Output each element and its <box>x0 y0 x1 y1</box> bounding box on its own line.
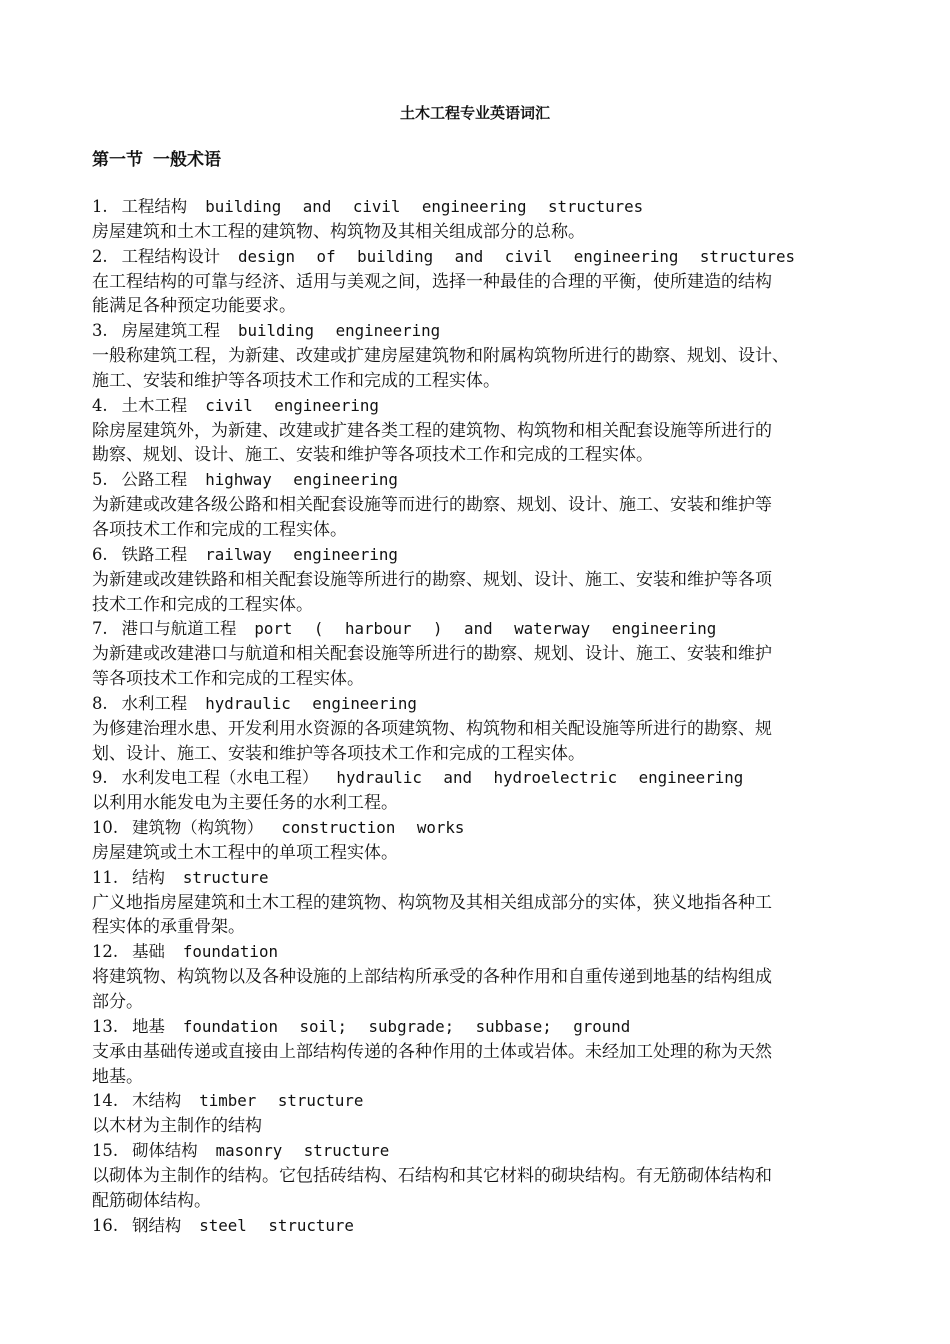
term-chinese: 工程结构 <box>121 197 188 216</box>
term-chinese: 结构 <box>132 867 165 887</box>
section-name: 一般术语 <box>153 150 221 170</box>
term-number: 10. <box>92 818 119 838</box>
term-chinese: 港口与航道工程 <box>121 619 237 639</box>
section-number: 第一节 <box>92 150 143 170</box>
term-definition-line: 程实体的承重骨架。 <box>92 917 245 938</box>
term-line <box>92 940 872 965</box>
term-definition-line: 以砌体为主制作的结构。它包括砖结构、石结构和其它材料的砌块结构。有无筋砌体结构和 <box>92 1165 772 1186</box>
term-definition-line: 施工、安装和维护等各项技术工作和完成的工程实体。 <box>92 370 500 391</box>
term-number: 2. <box>92 246 108 266</box>
term-english: design of building and civil engineering structures <box>237 246 796 266</box>
term-definition-line: 在工程结构的可靠与经济、适用与美观之间，选择一种最佳的合理的平衡，使所建造的结构 <box>92 271 772 292</box>
term-definition-line: 为新建或改建铁路和相关配套设施等所进行的勘察、规划、设计、施工、安装和维护等各项 <box>92 569 772 590</box>
term-number: 3. <box>92 321 108 341</box>
term-line <box>92 866 872 891</box>
term-chinese: 基础 <box>132 942 165 962</box>
term-definition-line: 划、设计、施工、安装和维护等各项技术工作和完成的工程实体。 <box>92 743 585 764</box>
glossary-entry <box>92 617 872 692</box>
term-line <box>92 1015 872 1040</box>
term-definition-line: 以木材为主制作的结构 <box>92 1116 262 1137</box>
term-number: 11. <box>92 867 119 887</box>
term-english: construction works <box>281 818 465 838</box>
term-chinese: 木结构 <box>132 1091 182 1111</box>
term-line <box>92 617 872 642</box>
glossary-entry <box>92 245 872 320</box>
glossary-entry <box>92 1089 872 1139</box>
glossary-entry <box>92 1139 872 1214</box>
term-chinese: 水利工程 <box>121 693 188 713</box>
section-title <box>92 148 221 172</box>
term-line <box>92 1139 872 1164</box>
term-number: 14. <box>92 1091 119 1111</box>
term-english: civil engineering <box>205 395 379 415</box>
term-line <box>92 245 872 270</box>
glossary-entries <box>92 195 872 1238</box>
term-definition-line: 为新建或改建各级公路和相关配套设施等而进行的勘察、规划、设计、施工、安装和维护等 <box>92 495 772 516</box>
term-chinese: 钢结构 <box>132 1215 182 1235</box>
term-definition-line: 将建筑物、构筑物以及各种设施的上部结构所承受的各种作用和自重传递到地基的结构组成 <box>92 967 772 988</box>
term-number: 15. <box>92 1141 119 1161</box>
term-english: hydraulic engineering <box>205 693 417 713</box>
term-number: 4. <box>92 395 108 415</box>
glossary-entry <box>92 816 872 866</box>
term-line <box>92 816 872 841</box>
term-english: steel structure <box>199 1215 354 1235</box>
term-chinese: 砌体结构 <box>132 1141 198 1161</box>
term-line <box>92 1214 872 1239</box>
term-chinese: 建筑物（构筑物） <box>132 818 264 838</box>
term-english: hydraulic and hydroelectric engineering <box>336 768 744 788</box>
glossary-entry <box>92 195 872 245</box>
glossary-entry <box>92 1015 872 1090</box>
term-chinese: 房屋建筑工程 <box>121 321 220 341</box>
term-chinese: 铁路工程 <box>121 544 188 564</box>
term-line <box>92 468 872 493</box>
term-line <box>92 195 872 220</box>
glossary-entry <box>92 866 872 941</box>
term-definition-line: 以利用水能发电为主要任务的水利工程。 <box>92 793 398 814</box>
term-definition-line: 各项技术工作和完成的工程实体。 <box>92 519 347 540</box>
term-line <box>92 1089 872 1114</box>
term-number: 13. <box>92 1016 119 1036</box>
term-definition-line: 房屋建筑和土木工程的建筑物、构筑物及其相关组成部分的总称。 <box>92 221 585 242</box>
term-chinese: 土木工程 <box>121 395 188 415</box>
term-number: 5. <box>92 470 108 490</box>
term-definition-line: 为修建治理水患、开发利用水资源的各项建筑物、构筑物和相关配设施等所进行的勘察、规 <box>92 718 772 739</box>
term-number: 9. <box>92 768 108 788</box>
term-definition-line: 地基。 <box>92 1066 143 1087</box>
term-line <box>92 319 872 344</box>
term-english: building and civil engineering structures <box>205 197 644 216</box>
term-definition-line: 勘察、规划、设计、施工、安装和维护等各项技术工作和完成的工程实体。 <box>92 445 653 466</box>
term-number: 12. <box>92 942 119 962</box>
term-number: 16. <box>92 1215 119 1235</box>
term-definition-line: 配筋砌体结构。 <box>92 1190 211 1211</box>
glossary-entry <box>92 543 872 618</box>
term-english: timber structure <box>199 1091 364 1111</box>
term-chinese: 公路工程 <box>121 470 188 490</box>
term-line <box>92 692 872 717</box>
term-number: 8. <box>92 693 108 713</box>
term-line <box>92 766 872 791</box>
glossary-entry <box>92 394 872 469</box>
glossary-entry <box>92 692 872 767</box>
term-line <box>92 543 872 568</box>
glossary-entry <box>92 319 872 394</box>
term-chinese: 地基 <box>132 1016 165 1036</box>
term-chinese: 工程结构设计 <box>121 246 220 266</box>
term-definition-line: 为新建或改建港口与航道和相关配套设施等所进行的勘察、规划、设计、施工、安装和维护 <box>92 644 772 665</box>
term-definition-line: 技术工作和完成的工程实体。 <box>92 594 313 615</box>
term-english: structure <box>182 867 269 887</box>
term-line <box>92 394 872 419</box>
term-number: 6. <box>92 544 108 564</box>
term-english: building engineering <box>237 321 441 341</box>
term-number: 1. <box>92 197 108 216</box>
term-definition-line: 房屋建筑或土木工程中的单项工程实体。 <box>92 842 398 863</box>
term-definition-line: 支承由基础传递或直接由上部结构传递的各种作用的土体或岩体。未经加工处理的称为天然 <box>92 1041 772 1062</box>
term-english: foundation soil; subgrade; subbase; ground <box>182 1016 631 1036</box>
term-definition-line: 一般称建筑工程，为新建、改建或扩建房屋建筑物和附属构筑物所进行的勘察、规划、设计、 <box>92 346 789 367</box>
term-number: 7. <box>92 619 108 639</box>
term-definition-line: 等各项技术工作和完成的工程实体。 <box>92 669 364 690</box>
term-english: port ( harbour ) and waterway engineering <box>254 619 717 639</box>
term-chinese: 水利发电工程（水电工程） <box>121 768 319 788</box>
glossary-entry <box>92 940 872 1015</box>
term-definition-line: 广义地指房屋建筑和土木工程的建筑物、构筑物及其相关组成部分的实体，狭义地指各种工 <box>92 892 772 913</box>
document-title: 土木工程专业英语词汇 <box>399 104 550 122</box>
term-definition-line: 能满足各种预定功能要求。 <box>92 296 296 317</box>
glossary-entry <box>92 766 872 816</box>
term-english: highway engineering <box>205 470 398 490</box>
glossary-entry <box>92 1214 872 1239</box>
glossary-entry <box>92 468 872 543</box>
term-english: masonry structure <box>215 1141 390 1161</box>
term-english: railway engineering <box>205 544 398 564</box>
term-english: foundation <box>182 942 278 962</box>
term-definition-line: 部分。 <box>92 992 143 1012</box>
term-definition-line: 除房屋建筑外，为新建、改建或扩建各类工程的建筑物、构筑物和相关配套设施等所进行的 <box>92 420 772 441</box>
